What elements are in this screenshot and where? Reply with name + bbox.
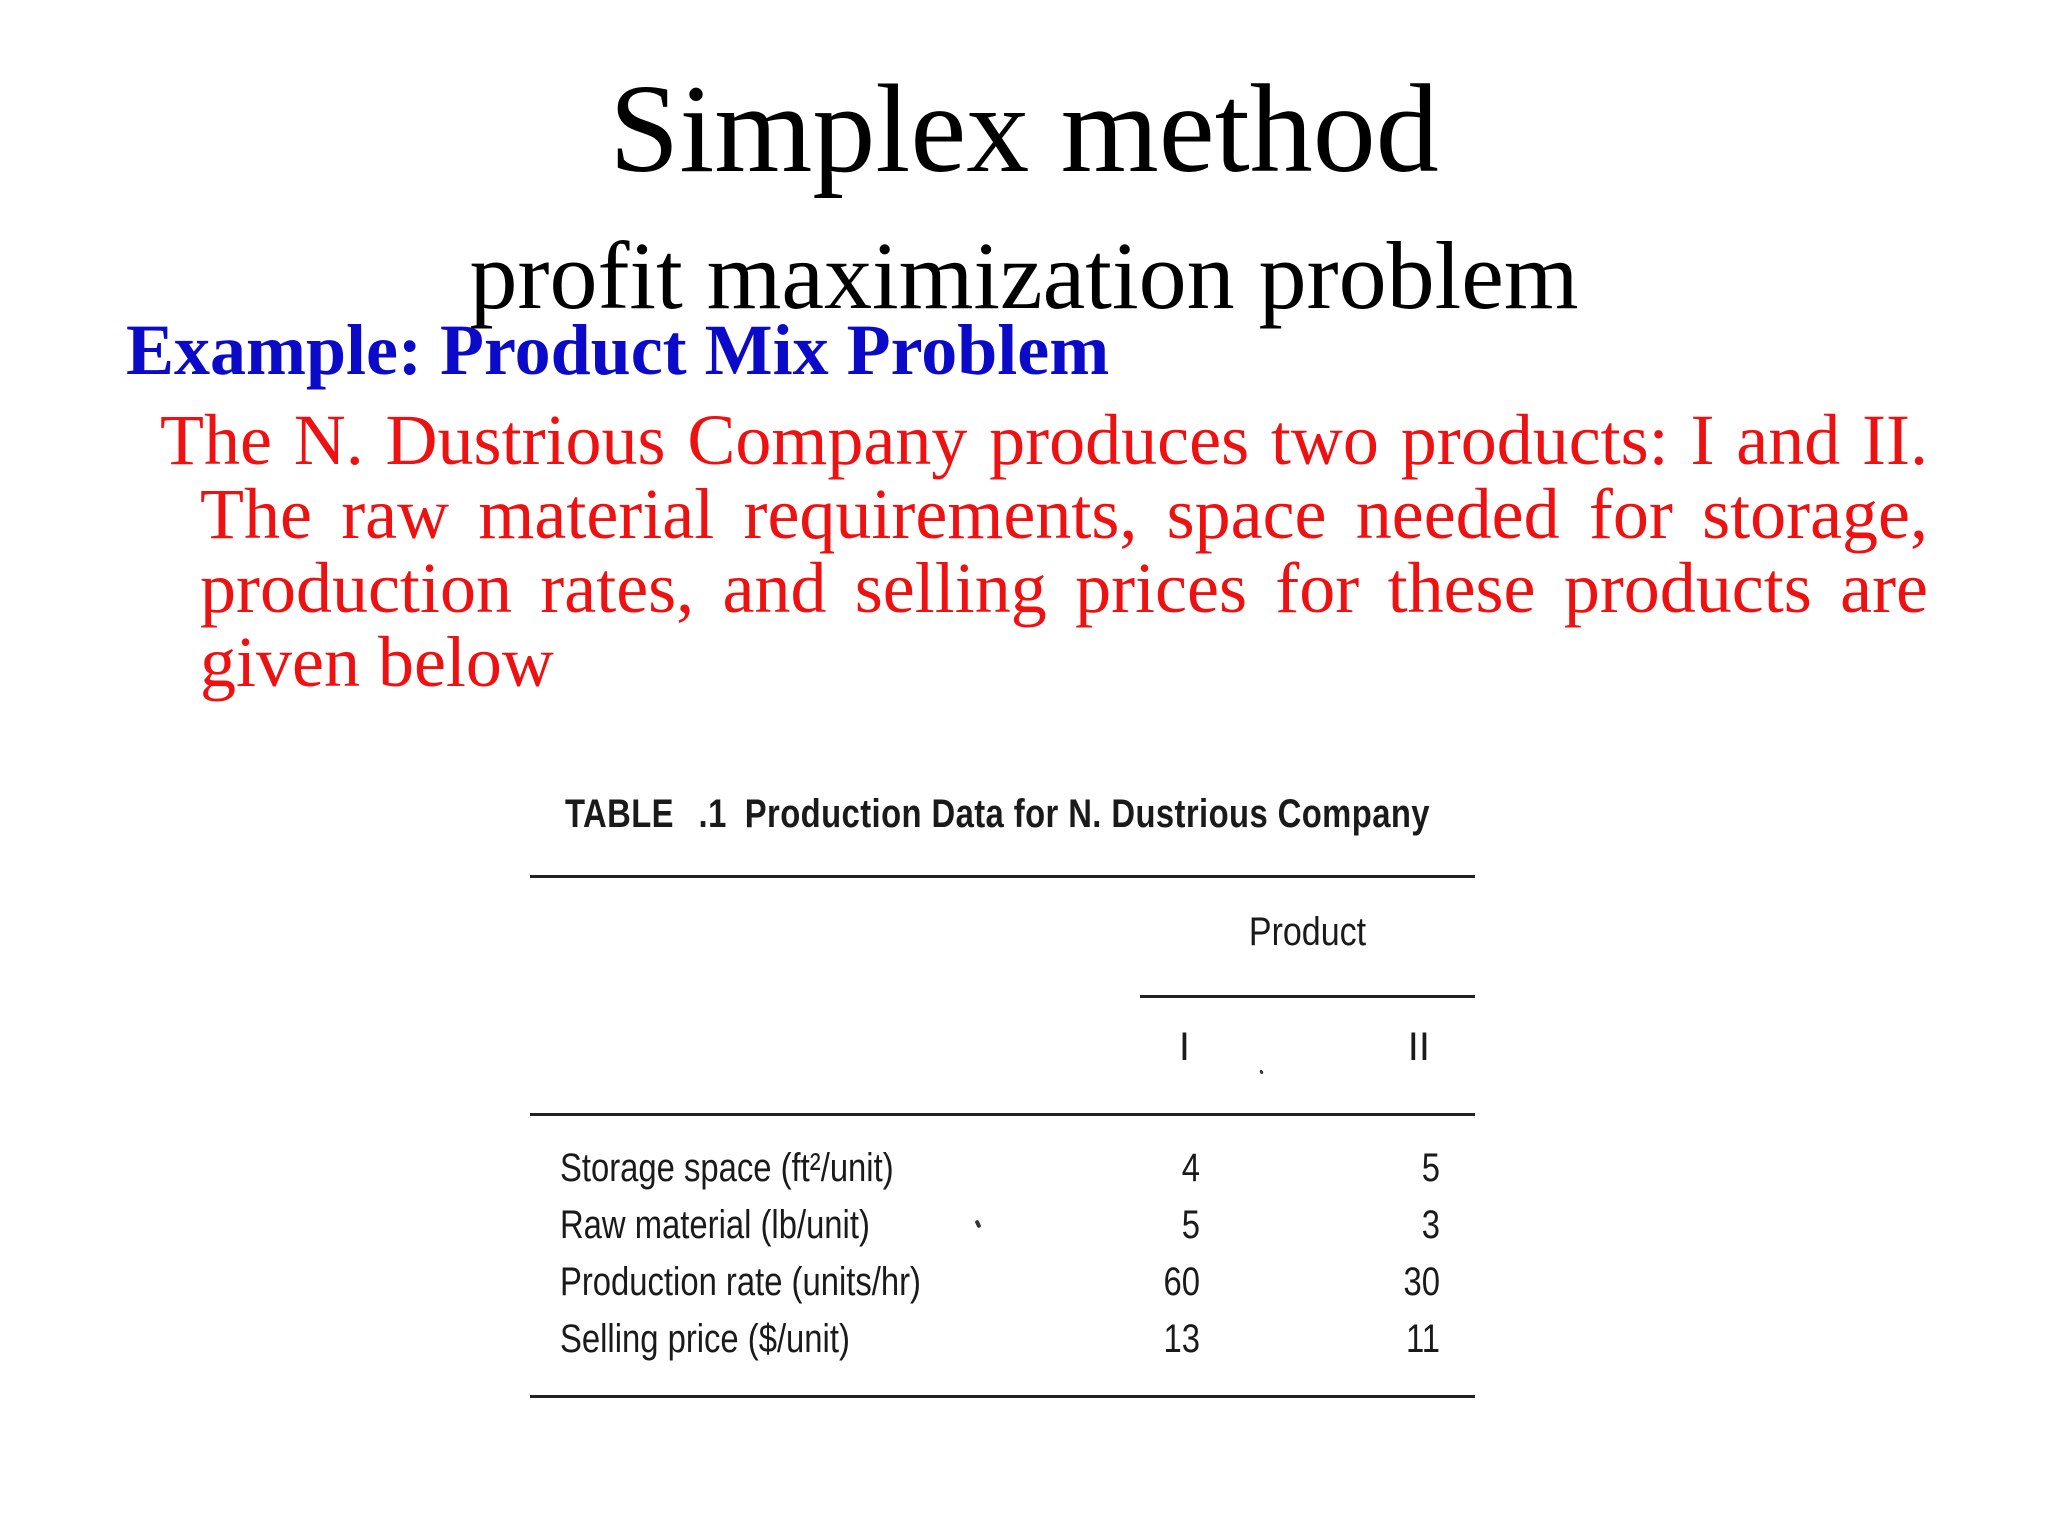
row-label: Storage space (ft²/unit) xyxy=(560,1146,894,1190)
table-caption-number: .1 xyxy=(698,792,727,836)
slide-subtitle: profit maximization problem xyxy=(469,222,1579,329)
table-caption xyxy=(565,792,1430,837)
table-body xyxy=(560,1140,1475,1368)
row-value-product-1: 5 xyxy=(1181,1203,1200,1247)
row-label: Selling price ($/unit) xyxy=(560,1317,850,1361)
row-label: Raw material (lb/unit) xyxy=(560,1203,870,1247)
table-group-rule xyxy=(1140,995,1475,998)
table-caption-prefix: TABLE xyxy=(565,792,674,836)
table-col-header-2: II xyxy=(1407,1025,1430,1069)
example-heading: Example: Product Mix Problem xyxy=(126,310,1110,390)
row-value-product-2: 11 xyxy=(1405,1317,1440,1361)
row-value-product-1: 60 xyxy=(1163,1260,1200,1304)
problem-text: The N. Dustrious Company produces two products: I and II. The raw material requirements, space needed for storage, production rates, and selling prices for these products are given below xyxy=(160,400,1928,702)
table-row xyxy=(560,1311,1475,1368)
table-group-header: Product xyxy=(1248,910,1367,954)
table-row xyxy=(560,1254,1475,1311)
row-value-product-1: 13 xyxy=(1163,1317,1200,1361)
dot-speck xyxy=(1259,1070,1263,1075)
row-value-product-1: 4 xyxy=(1181,1146,1200,1190)
production-data-table xyxy=(530,780,1475,1420)
table-bottom-rule xyxy=(530,1395,1475,1398)
table-col-header-1: I xyxy=(1178,1025,1190,1069)
table-top-rule xyxy=(530,875,1475,878)
table-row xyxy=(560,1197,1475,1254)
row-value-product-2: 3 xyxy=(1421,1203,1440,1247)
table-caption-text: Production Data for N. Dustrious Company xyxy=(744,792,1430,836)
table-header-rule xyxy=(530,1113,1475,1116)
slide-title: Simplex method xyxy=(609,60,1439,199)
row-label: Production rate (units/hr) xyxy=(560,1260,921,1304)
row-value-product-2: 30 xyxy=(1403,1260,1440,1304)
table-row xyxy=(560,1140,1475,1197)
row-value-product-2: 5 xyxy=(1421,1146,1440,1190)
